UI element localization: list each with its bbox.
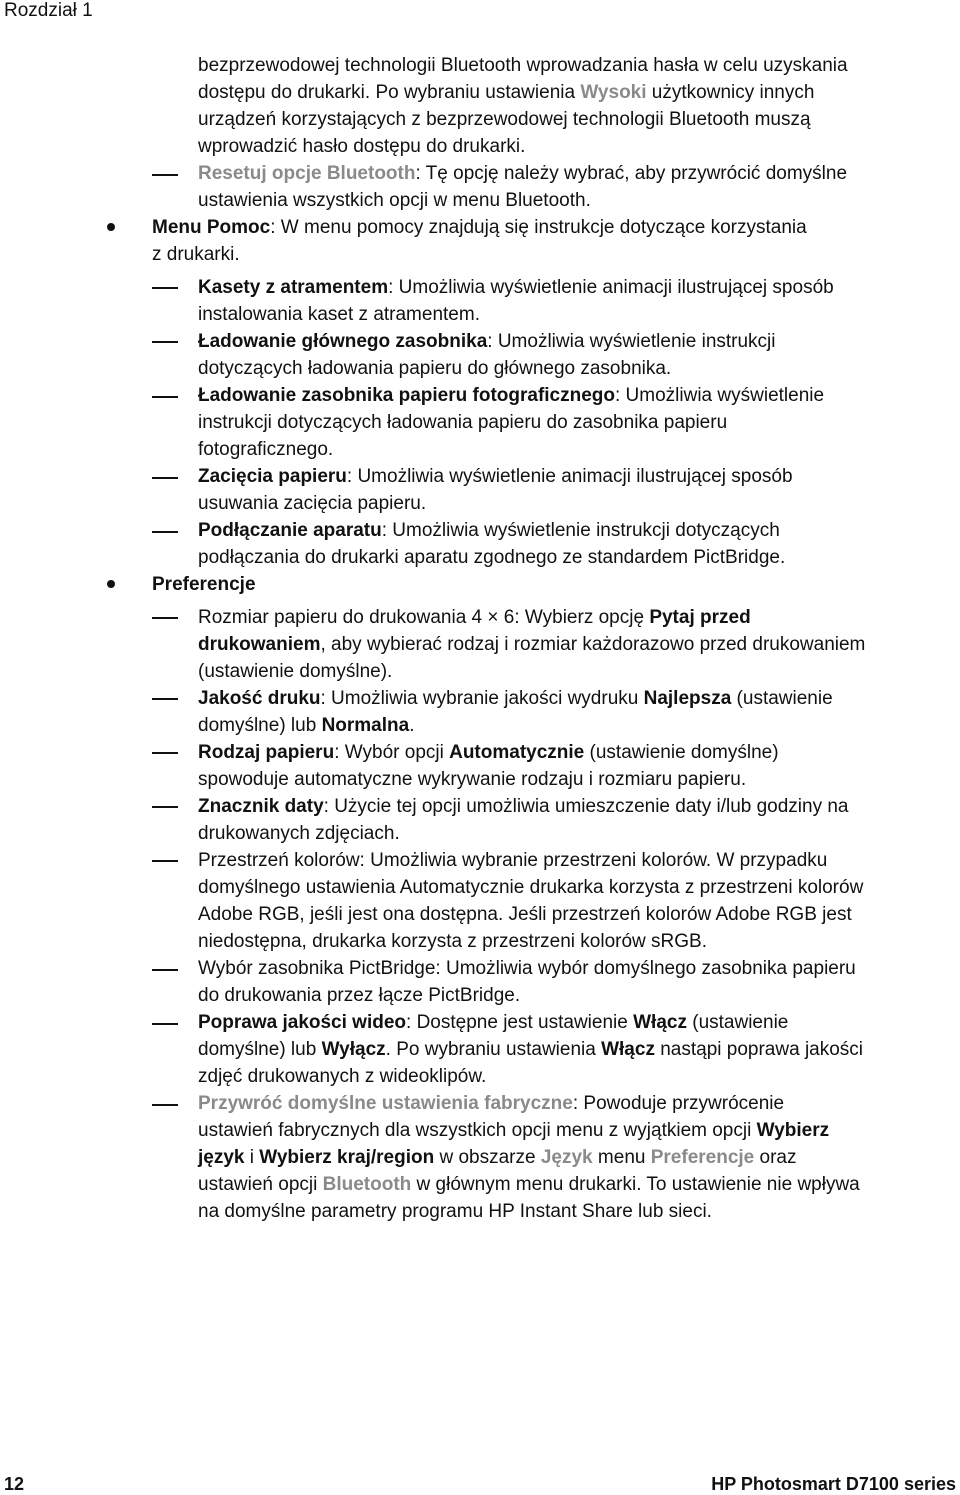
pref-paper-size-1: Rozmiar papieru do drukowania 4 × 6: Wybierz opcję Pytaj przed bbox=[198, 607, 751, 628]
pref-tray-1: Wybór zasobnika PictBridge: Umożliwia wybór domyślnego zasobnika papieru bbox=[198, 958, 856, 979]
dash-marker bbox=[152, 287, 178, 289]
help-item-photo-tray-2: instrukcji dotyczących ładowania papieru do zasobnika papieru bbox=[198, 412, 728, 433]
bullet-marker bbox=[107, 223, 115, 231]
preferences-heading: Preferencje bbox=[152, 574, 256, 595]
pref-restore-5: na domyślne parametry programu HP Instant Share lub sieci. bbox=[198, 1201, 712, 1222]
pref-restore-3: język i Wybierz kraj/region w obszarze Język menu Preferencje oraz bbox=[198, 1147, 797, 1168]
pref-color-space-1: Przestrzeń kolorów: Umożliwia wybranie przestrzeni kolorów. W przypadku bbox=[198, 850, 828, 871]
dash-marker bbox=[152, 174, 178, 176]
help-item-cartridges-1: Kasety z atramentem: Umożliwia wyświetlenie animacji ilustrującej sposób bbox=[198, 277, 834, 298]
bullet-marker bbox=[107, 580, 115, 588]
help-item-photo-tray-3: fotograficznego. bbox=[198, 439, 334, 460]
intro-line-1: bezprzewodowej technologii Bluetooth wprowadzania hasła w celu uzyskania bbox=[198, 55, 848, 76]
pref-video-2: domyślne) lub Wyłącz. Po wybraniu ustawienia Włącz nastąpi poprawa jakości bbox=[198, 1039, 864, 1060]
dash-marker bbox=[152, 1023, 178, 1025]
dash-marker bbox=[152, 617, 178, 619]
pref-paper-type-1: Rodzaj papieru: Wybór opcji Automatycznie (ustawienie domyślne) bbox=[198, 742, 779, 763]
intro-line-4: wprowadzić hasło dostępu do drukarki. bbox=[198, 136, 526, 157]
help-item-main-tray-2: dotyczących ładowania papieru do głównego zasobnika. bbox=[198, 358, 672, 379]
pref-date-stamp-2: drukowanych zdjęciach. bbox=[198, 823, 400, 844]
help-item-jams-2: usuwania zacięcia papieru. bbox=[198, 493, 427, 514]
dash-marker bbox=[152, 806, 178, 808]
dash-marker bbox=[152, 477, 178, 479]
pref-restore-1: Przywróć domyślne ustawienia fabryczne: Powoduje przywrócenie bbox=[198, 1093, 785, 1114]
pref-paper-size-3: (ustawienie domyślne). bbox=[198, 661, 393, 682]
help-item-camera-2: podłączania do drukarki aparatu zgodnego ze standardem PictBridge. bbox=[198, 547, 786, 568]
pref-date-stamp-1: Znacznik daty: Użycie tej opcji umożliwia umieszczenie daty i/lub godziny na bbox=[198, 796, 849, 817]
dash-marker bbox=[152, 531, 178, 533]
pref-restore-4: ustawień opcji Bluetooth w głównym menu drukarki. To ustawienie nie wpływa bbox=[198, 1174, 860, 1195]
help-item-main-tray-1: Ładowanie głównego zasobnika: Umożliwia wyświetlenie instrukcji bbox=[198, 331, 776, 352]
dash-marker bbox=[152, 698, 178, 700]
pref-tray-2: do drukowania przez łącze PictBridge. bbox=[198, 985, 521, 1006]
pref-paper-type-2: spowoduje automatyczne wykrywanie rodzaju i rozmiaru papieru. bbox=[198, 769, 747, 790]
reset-bluetooth-line-1: Resetuj opcje Bluetooth: Tę opcję należy wybrać, aby przywrócić domyślne bbox=[198, 163, 848, 184]
dash-marker bbox=[152, 341, 178, 343]
pref-color-space-3: Adobe RGB, jeśli jest ona dostępna. Jeśli przestrzeń kolorów Adobe RGB jest bbox=[198, 904, 852, 925]
pref-paper-size-2: drukowaniem, aby wybierać rodzaj i rozmiar każdorazowo przed drukowaniem bbox=[198, 634, 866, 655]
pref-color-space-4: niedostępna, drukarka korzysta z przestrzeni kolorów sRGB. bbox=[198, 931, 707, 952]
chapter-header: Rozdział 1 bbox=[4, 0, 93, 21]
help-item-camera-1: Podłączanie aparatu: Umożliwia wyświetlenie instrukcji dotyczących bbox=[198, 520, 780, 541]
setting-high: Wysoki bbox=[580, 82, 647, 103]
intro-line-2: dostępu do drukarki. Po wybraniu ustawienia Wysoki użytkownicy innych bbox=[198, 82, 815, 103]
help-menu-line-2: z drukarki. bbox=[152, 244, 240, 265]
dash-marker bbox=[152, 1104, 178, 1106]
page-number: 12 bbox=[4, 1474, 25, 1494]
pref-video-1: Poprawa jakości wideo: Dostępne jest ustawienie Włącz (ustawienie bbox=[198, 1012, 789, 1033]
reset-bluetooth-line-2: ustawienia wszystkich opcji w menu Bluetooth. bbox=[198, 190, 591, 211]
pref-color-space-2: domyślnego ustawienia Automatycznie drukarka korzysta z przestrzeni kolorów bbox=[198, 877, 864, 898]
intro-line-3: urządzeń korzystających z bezprzewodowej technologii Bluetooth muszą bbox=[198, 109, 811, 130]
product-title: HP Photosmart D7100 series bbox=[711, 1474, 956, 1494]
dash-marker bbox=[152, 396, 178, 398]
dash-marker bbox=[152, 752, 178, 754]
pref-quality-1: Jakość druku: Umożliwia wybranie jakości wydruku Najlepsza (ustawienie bbox=[198, 688, 833, 709]
help-item-jams-1: Zacięcia papieru: Umożliwia wyświetlenie animacji ilustrującej sposób bbox=[198, 466, 793, 487]
dash-marker bbox=[152, 860, 178, 862]
dash-marker bbox=[152, 969, 178, 971]
pref-video-3: zdjęć drukowanych z wideoklipów. bbox=[198, 1066, 487, 1087]
help-item-cartridges-2: instalowania kaset z atramentem. bbox=[198, 304, 480, 325]
help-menu-line-1: Menu Pomoc: W menu pomocy znajdują się instrukcje dotyczące korzystania bbox=[152, 217, 807, 238]
pref-restore-2: ustawień fabrycznych dla wszystkich opcji menu z wyjątkiem opcji Wybierz bbox=[198, 1120, 830, 1141]
pref-quality-2: domyślne) lub Normalna. bbox=[198, 715, 415, 736]
help-item-photo-tray-1: Ładowanie zasobnika papieru fotograficznego: Umożliwia wyświetlenie bbox=[198, 385, 825, 406]
